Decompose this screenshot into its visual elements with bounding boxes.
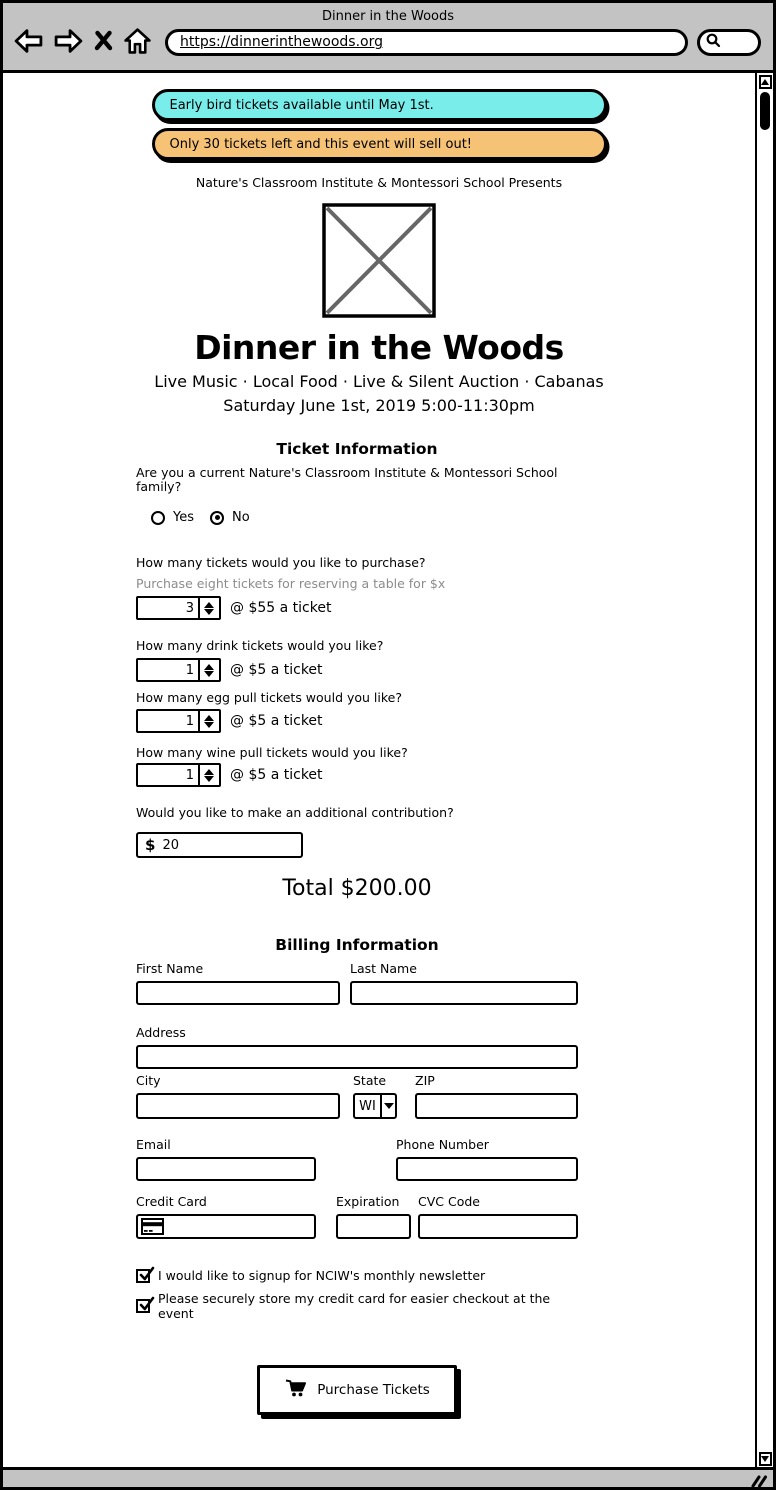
drink-qty-input[interactable] [138,660,198,680]
zip-field[interactable] [415,1093,578,1119]
store-card-checkbox-row [136,1291,578,1321]
radio-yes-label: Yes [173,510,194,525]
up-down-arrows-icon[interactable] [198,765,218,785]
store-card-checkbox[interactable] [136,1299,150,1313]
wine-price-label: @ $5 a ticket [230,767,323,783]
order-total: Total $200.00 [282,876,432,901]
egg-qty-input[interactable] [138,711,198,731]
status-bar [3,1467,773,1487]
phone-label: Phone Number [396,1137,489,1152]
state-label: State [353,1073,387,1088]
radio-yes[interactable] [151,511,165,525]
page-viewport [3,70,773,1467]
ticket-qty-stepper[interactable] [136,596,221,620]
radio-no[interactable] [210,511,224,525]
drink-qty-row [136,658,578,682]
egg-price-label: @ $5 a ticket [230,713,323,729]
last-name-label: Last Name [350,961,417,976]
store-card-checkbox-label: Please securely store my credit card for easier checkout at the event [158,1291,551,1321]
browser-toolbar [3,26,773,64]
shopping-cart-icon [284,1378,309,1403]
url-input[interactable] [180,34,673,50]
crossed-box-icon [322,303,436,322]
egg-qty-stepper[interactable] [136,709,221,733]
wine-qty-input[interactable] [138,765,198,785]
address-field[interactable] [136,1045,578,1069]
up-down-arrows-icon[interactable] [198,598,218,618]
forward-arrow-icon [53,27,84,58]
forward-button[interactable] [53,27,84,58]
purchase-tickets-label: Purchase Tickets [317,1382,430,1398]
chevron-down-icon[interactable] [380,1095,395,1117]
alert-early-bird [152,89,607,121]
ticket-qty-input[interactable] [138,598,198,618]
window-title: Dinner in the Woods [321,9,455,24]
alert-early-bird-text: Early bird tickets available until May 1st. [169,97,434,113]
vertical-scrollbar[interactable] [755,73,773,1467]
wine-qty-row [136,763,578,787]
zip-label: ZIP [415,1073,435,1088]
state-value: WI [359,1098,376,1114]
radio-no-label: No [232,510,250,525]
wine-qty-stepper[interactable] [136,763,221,787]
city-field[interactable] [136,1093,340,1119]
cvc-field[interactable] [418,1214,578,1239]
url-bar[interactable] [165,29,688,56]
scroll-down-button[interactable] [759,1452,772,1466]
email-field[interactable] [136,1157,316,1181]
ticket-qty-question: How many tickets would you like to purchase? [136,555,426,570]
event-image-placeholder [322,203,436,322]
contribution-input[interactable] [162,838,294,853]
cvc-label: CVC Code [418,1194,480,1209]
phone-field[interactable] [396,1157,578,1181]
up-down-arrows-icon[interactable] [198,660,218,680]
first-name-label: First Name [136,961,204,976]
table-reservation-hint: Purchase eight tickets for reserving a table for $x [136,576,446,591]
egg-qty-question: How many egg pull tickets would you like? [136,690,402,705]
billing-info-heading: Billing Information [275,936,439,954]
ticket-info-heading: Ticket Information [276,440,438,458]
credit-card-label: Credit Card [136,1194,207,1209]
address-label: Address [136,1025,186,1040]
resize-grip-icon[interactable] [745,1473,767,1490]
presenter-line: Nature's Classroom Institute & Montessori School Presents [195,175,563,190]
expiration-label: Expiration [336,1194,400,1209]
x-icon [93,29,114,55]
drink-price-label: @ $5 a ticket [230,662,323,678]
home-icon [123,27,152,58]
stop-button[interactable] [93,29,114,55]
scrollbar-thumb[interactable] [760,92,770,130]
page-content [3,73,755,1467]
state-dropdown[interactable] [353,1093,397,1119]
newsletter-checkbox[interactable] [136,1269,150,1283]
wine-qty-question: How many wine pull tickets would you like? [136,745,408,760]
expiration-field[interactable] [336,1214,411,1239]
alert-tickets-left-text: Only 30 tickets left and this event will sell out! [169,136,473,152]
last-name-field[interactable] [350,981,578,1005]
family-question: Are you a current Nature's Classroom Institute & Montessori School family? [136,465,558,494]
dollar-sign-icon: $ [145,836,156,854]
credit-card-icon [141,1218,164,1239]
checkmark-icon [138,1266,155,1283]
city-label: City [136,1073,161,1088]
drink-qty-stepper[interactable] [136,658,221,682]
event-tagline: Live Music · Local Food · Live & Silent Auction · Cabanas [154,372,604,391]
drink-qty-question: How many drink tickets would you like? [136,638,384,653]
family-radio-group [151,510,578,525]
checkmark-icon [138,1296,155,1313]
back-arrow-icon [13,27,44,58]
newsletter-checkbox-label: I would like to signup for NCIW's monthly newsletter [158,1268,486,1283]
triangle-down-icon [761,1456,769,1462]
search-icon [705,32,722,53]
up-down-arrows-icon[interactable] [198,711,218,731]
page-title: Dinner in the Woods [194,328,564,367]
scroll-up-button[interactable] [759,75,772,89]
event-datetime: Saturday June 1st, 2019 5:00-11:30pm [223,396,535,415]
purchase-tickets-button[interactable] [257,1365,457,1415]
contribution-question: Would you like to make an additional contribution? [136,805,454,820]
alert-tickets-left [152,128,607,160]
ticket-qty-row [136,596,578,620]
newsletter-checkbox-row [136,1268,578,1283]
egg-qty-row [136,709,578,733]
email-label: Email [136,1137,171,1152]
back-button[interactable] [13,27,44,58]
ticket-price-label: @ $55 a ticket [230,600,332,616]
home-button[interactable] [123,27,152,58]
first-name-field[interactable] [136,981,340,1005]
contribution-field[interactable] [136,832,303,858]
search-box[interactable] [697,29,761,56]
triangle-up-icon [761,79,769,85]
